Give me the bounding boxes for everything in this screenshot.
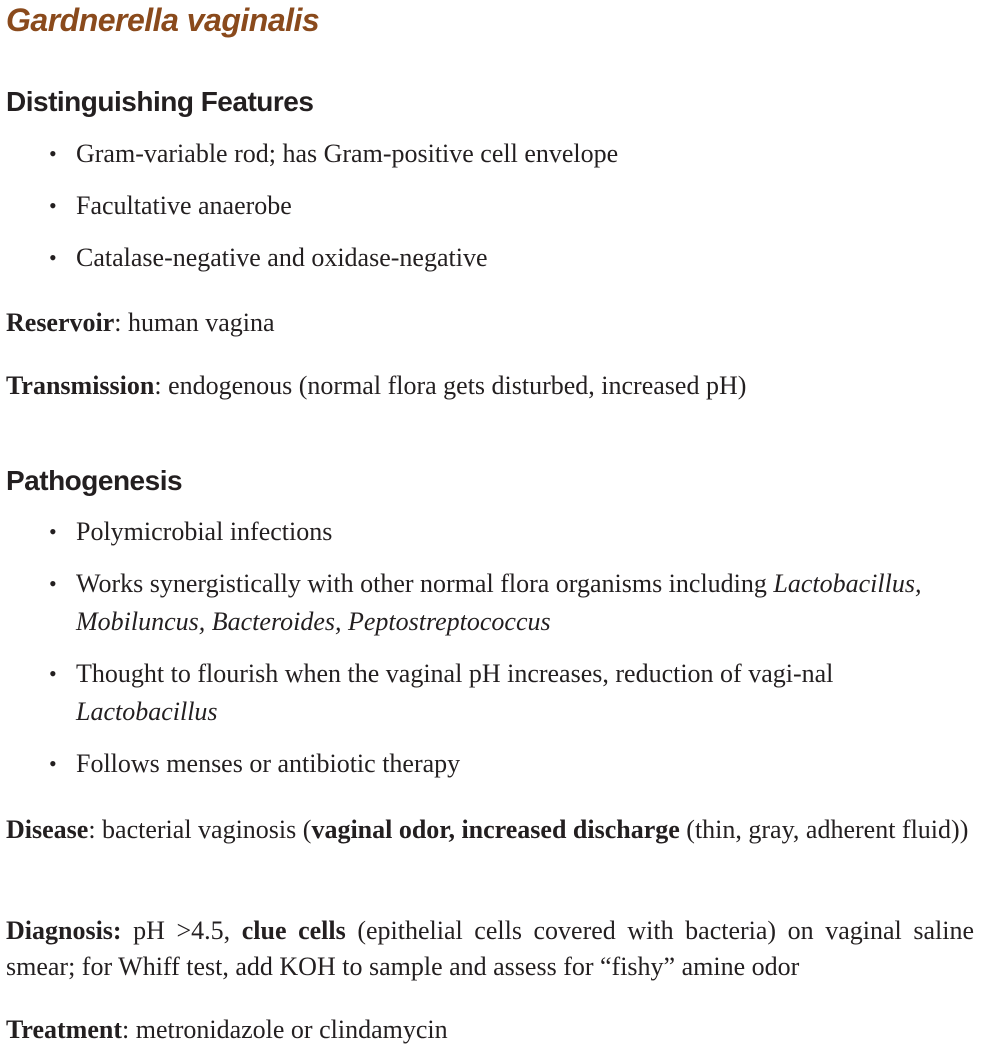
pathogenesis-list	[6, 513, 974, 797]
clue-cells-term: clue cells	[241, 916, 346, 945]
organism-names: Lactobacillus, Mobiluncus, Bacteroides, Peptostreptococcus	[76, 569, 922, 636]
diagnosis-label: Diagnosis:	[6, 916, 122, 945]
organism-name: Lactobacillus	[76, 697, 218, 726]
list-item-text: Works synergistically with other normal flora organisms including	[76, 569, 767, 598]
treatment-paragraph	[6, 1012, 974, 1048]
pathogenesis-heading: Pathogenesis	[6, 465, 183, 496]
transmission-text: : endogenous (normal flora gets disturbed, increased pH)	[154, 371, 747, 400]
list-item	[6, 655, 974, 731]
list-item: • Follows menses or antibiotic therapy	[6, 745, 974, 783]
disease-paragraph: Disease: bacterial vaginosis (vaginal odor, increased discharge (thin, gray, adherent fluid))	[6, 815, 969, 844]
diagnosis-text-continued: (epithelial cells covered with bacteria) on vaginal saline smear; for Whiff test, add KOH to sample and assess for “fishy” amine odor	[6, 916, 974, 981]
reservoir-label: Reservoir	[6, 308, 115, 337]
reservoir-text: : human vagina	[114, 308, 275, 337]
distinguishing-features-heading: Distinguishing Features	[6, 86, 314, 117]
page-title: Gardnerella vaginalis	[6, 2, 320, 38]
disease-symptoms: vaginal odor, increased discharge	[311, 815, 680, 844]
list-item	[6, 565, 974, 641]
list-item: • Polymicrobial infections	[6, 513, 974, 551]
disease-text-continued: (thin, gray, adherent fluid)	[679, 815, 960, 844]
list-item-text: Thought to flourish when the vaginal pH increases, reduction of vagi-nal	[76, 659, 834, 688]
distinguishing-features-list	[6, 135, 974, 291]
disease-text: : bacterial vaginosis (	[88, 815, 312, 844]
list-item: • Catalase-negative and oxidase-negative	[6, 239, 974, 277]
treatment-text: : metronidazole or clindamycin	[122, 1015, 448, 1044]
diagnosis-paragraph	[6, 913, 974, 985]
transmission-paragraph	[6, 368, 974, 404]
treatment-label: Treatment	[6, 1015, 122, 1044]
list-item: • Facultative anaerobe	[6, 187, 974, 225]
diagnosis-text: pH >4.5,	[121, 916, 242, 945]
transmission-label: Transmission	[6, 371, 155, 400]
disease-label: Disease	[6, 815, 89, 844]
list-item: • Gram-variable rod; has Gram-positive cell envelope	[6, 135, 974, 173]
reservoir-paragraph	[6, 305, 974, 341]
